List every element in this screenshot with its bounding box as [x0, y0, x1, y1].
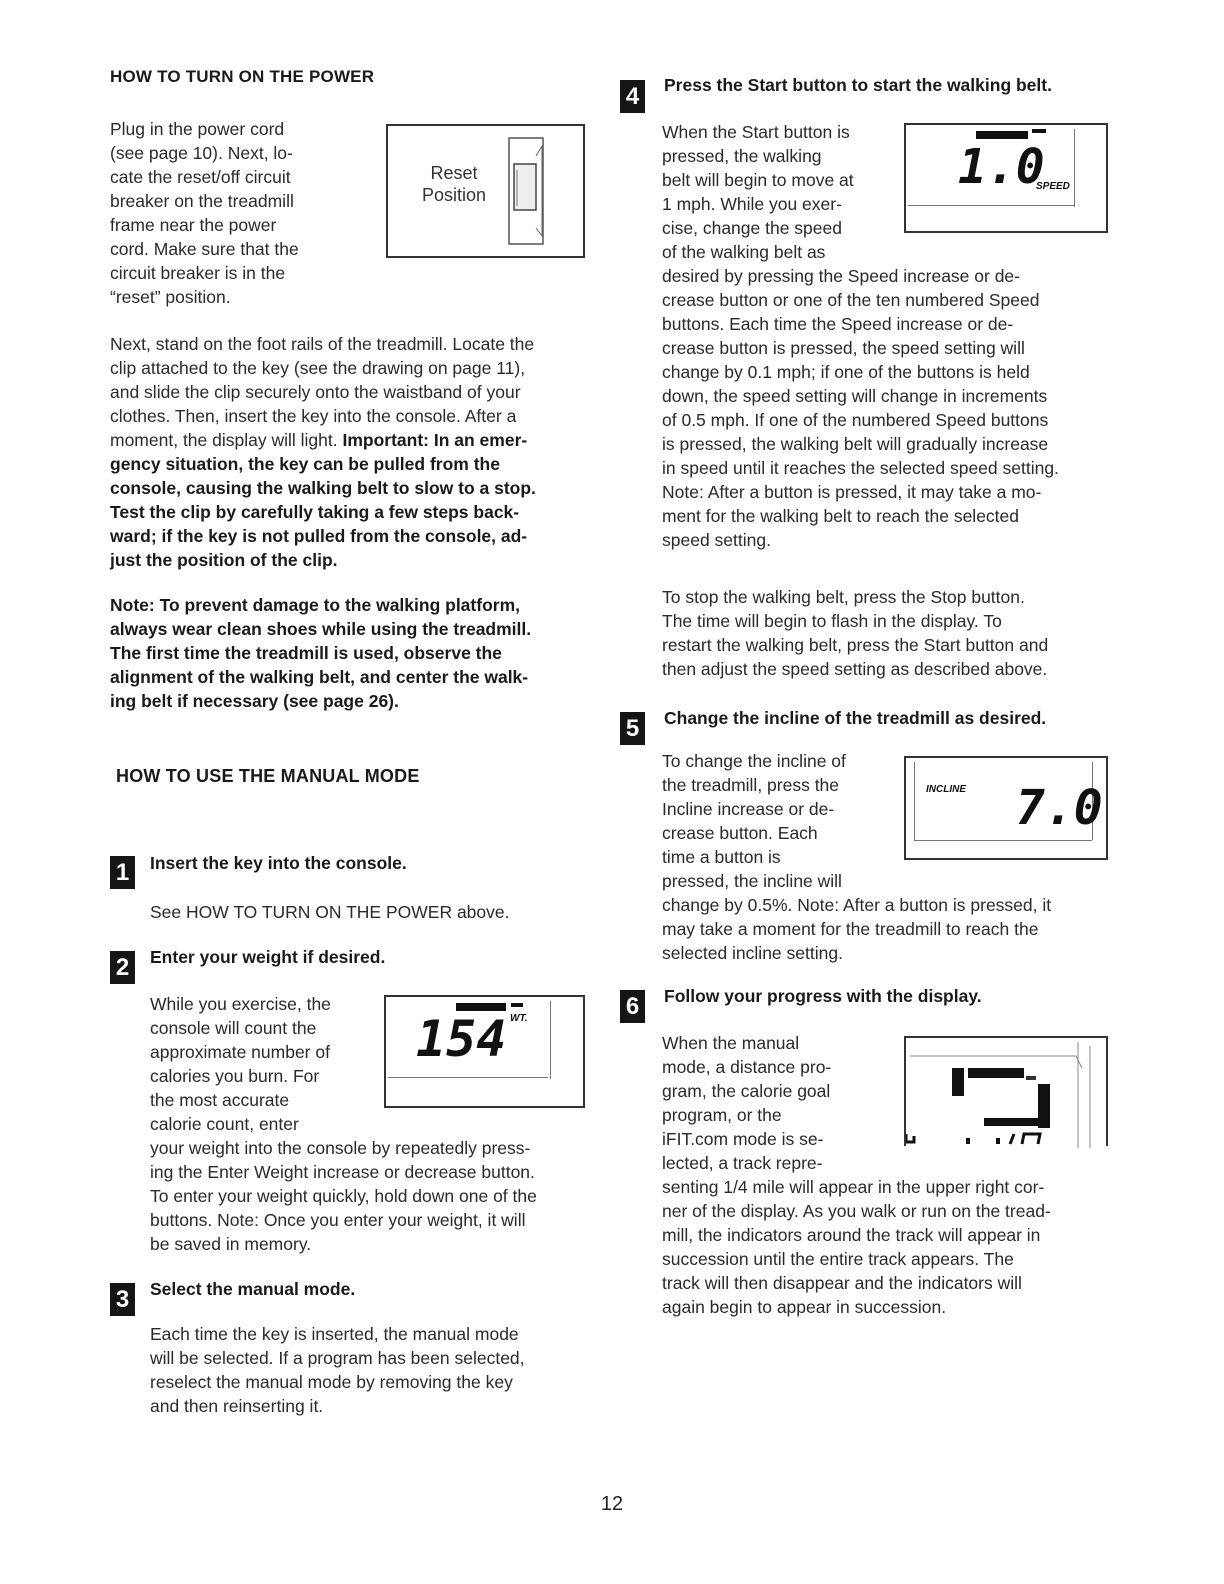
- power-note: [110, 593, 600, 713]
- text-line: just the position of the clip.: [110, 550, 338, 570]
- text-line: Plug in the power cord: [110, 119, 285, 139]
- text-line: frame near the power: [110, 215, 277, 235]
- step-1-badge: 1: [110, 856, 135, 889]
- text-line: breaker on the treadmill: [110, 191, 294, 211]
- text-line: pressed, the walking: [662, 146, 822, 166]
- display-inner-line: [550, 1001, 551, 1079]
- power-key-paragraph: [110, 332, 600, 572]
- text-line: always wear clean shoes while using the treadmill.: [110, 619, 532, 639]
- display-inner-line: [914, 762, 915, 840]
- text-line: again begin to appear in succession.: [662, 1297, 947, 1317]
- text-line: change by 0.1 mph; if one of the buttons is held: [662, 362, 1030, 382]
- text-line: gency situation, the key can be pulled from the: [110, 454, 500, 474]
- text-line: and then reinserting it.: [150, 1396, 324, 1416]
- manual-mode-heading: HOW TO USE THE MANUAL MODE: [116, 766, 420, 786]
- text-line: change by 0.5%. Note: After a button is pressed, it: [662, 895, 1052, 915]
- display-indicator-bar: [976, 131, 1028, 139]
- track-display-figure: [904, 1036, 1108, 1146]
- text-line: cord. Make sure that the: [110, 239, 299, 259]
- incline-display-label: INCLINE: [926, 784, 966, 795]
- step-6-badge: 6: [620, 990, 645, 1023]
- text-line: Next, stand on the foot rails of the treadmill. Locate the: [110, 334, 535, 354]
- track-progress-icon: [906, 1038, 1106, 1148]
- step-4-badge: 4: [620, 80, 645, 113]
- text-line: While you exercise, the: [150, 994, 331, 1014]
- text-line: Incline increase or de-: [662, 799, 835, 819]
- step-3-text: [150, 1322, 600, 1418]
- text-line: Test the clip by carefully taking a few steps back-: [110, 502, 520, 522]
- text-line: crease button is pressed, the speed setting will: [662, 338, 1025, 358]
- text-line: alignment of the walking belt, and center the walk-: [110, 667, 529, 687]
- text-line: and slide the clip securely onto the waistband of your: [110, 382, 521, 402]
- text-line: To stop the walking belt, press the Stop button.: [662, 587, 1025, 607]
- text-line: pressed, the incline will: [662, 871, 842, 891]
- text-line: When the manual: [662, 1033, 800, 1053]
- display-inner-line: [388, 1077, 548, 1078]
- text-line: clip attached to the key (see the drawing on page 11),: [110, 358, 526, 378]
- text-line: cate the reset/off circuit: [110, 167, 291, 187]
- text-line: selected incline setting.: [662, 943, 843, 963]
- text-line: program, or the: [662, 1105, 782, 1125]
- text-line: The time will begin to flash in the display. To: [662, 611, 1002, 631]
- text-span: moment, the display will light.: [110, 430, 343, 450]
- text-line: mill, the indicators around the track will appear in: [662, 1225, 1041, 1245]
- text-line: Note: After a button is pressed, it may take a mo-: [662, 482, 1042, 502]
- text-line: of the walking belt as: [662, 242, 826, 262]
- speed-display-value: 1.0: [958, 139, 1045, 195]
- text-line: approximate number of: [150, 1042, 330, 1062]
- weight-display-label: WT.: [510, 1013, 528, 1024]
- text-line: belt will begin to move at: [662, 170, 854, 190]
- figure-label-line: Position: [421, 185, 487, 205]
- text-line: When the Start button is: [662, 122, 850, 142]
- figure-label-line: Reset: [430, 163, 478, 183]
- text-line: mode, a distance pro-: [662, 1057, 832, 1077]
- text-line: cise, change the speed: [662, 218, 842, 238]
- text-line: calories you burn. For: [150, 1066, 320, 1086]
- text-line: reselect the manual mode by removing the key: [150, 1372, 513, 1392]
- text-line: time a button is: [662, 847, 781, 867]
- text-line: in speed until it reaches the selected speed setting.: [662, 458, 1059, 478]
- power-intro: [110, 117, 370, 309]
- step-6-title: Follow your progress with the display.: [664, 986, 982, 1006]
- text-line: ward; if the key is not pulled from the console, ad-: [110, 526, 528, 546]
- text-line: crease button. Each: [662, 823, 818, 843]
- display-inner-line: [908, 205, 1074, 206]
- text-line: clothes. Then, insert the key into the console. After a: [110, 406, 517, 426]
- display-indicator-bar: [1032, 129, 1046, 133]
- text-line: down, the speed setting will change in increments: [662, 386, 1048, 406]
- text-line: lected, a track repre-: [662, 1153, 823, 1173]
- display-inner-line: [914, 840, 1092, 841]
- step-2-badge: 2: [110, 951, 135, 984]
- speed-display-figure: [904, 123, 1108, 233]
- step-3-badge: 3: [110, 1283, 135, 1316]
- text-line: console, causing the walking belt to slow to a stop.: [110, 478, 536, 498]
- step-5-title: Change the incline of the treadmill as desired.: [664, 708, 1047, 728]
- text-line: To enter your weight quickly, hold down one of the: [150, 1186, 537, 1206]
- text-line: will be selected. If a program has been selected,: [150, 1348, 525, 1368]
- text-line: calorie count, enter: [150, 1114, 299, 1134]
- text-line: Note: To prevent damage to the walking platform,: [110, 595, 520, 615]
- text-line: circuit breaker is in the: [110, 263, 286, 283]
- step-2-title: Enter your weight if desired.: [150, 947, 386, 967]
- speed-display-label: SPEED: [1036, 181, 1070, 192]
- text-line: be saved in memory.: [150, 1234, 312, 1254]
- text-line: desired by pressing the Speed increase or de-: [662, 266, 1020, 286]
- incline-display-value: 7.0: [1016, 780, 1103, 836]
- important-label: Important: In an emer-: [342, 430, 528, 450]
- text-line: “reset” position.: [110, 287, 231, 307]
- text-line: 1 mph. While you exer-: [662, 194, 842, 214]
- text-line: succession until the entire track appears. The: [662, 1249, 1014, 1269]
- reset-position-label: [404, 162, 504, 206]
- step-5-badge: 5: [620, 712, 645, 745]
- text-line: ner of the display. As you walk or run on the tread-: [662, 1201, 1051, 1221]
- text-line: then adjust the speed setting as described above.: [662, 659, 1048, 679]
- incline-display-figure: [904, 756, 1108, 860]
- step-4-stop-text: [662, 585, 1110, 681]
- text-line: [110, 428, 600, 452]
- text-line: Each time the key is inserted, the manual mode: [150, 1324, 519, 1344]
- weight-display-figure: [384, 995, 585, 1108]
- text-line: ing belt if necessary (see page 26).: [110, 691, 399, 711]
- text-line: The first time the treadmill is used, observe the: [110, 643, 502, 663]
- text-line: (see page 10). Next, lo-: [110, 143, 293, 163]
- text-line: speed setting.: [662, 530, 771, 550]
- power-heading: HOW TO TURN ON THE POWER: [110, 67, 375, 86]
- text-line: crease button or one of the ten numbered Speed: [662, 290, 1040, 310]
- text-line: To change the incline of: [662, 751, 846, 771]
- step-1-text: See HOW TO TURN ON THE POWER above.: [150, 902, 510, 922]
- circuit-breaker-switch-icon: [506, 136, 548, 248]
- text-line: buttons. Each time the Speed increase or de-: [662, 314, 1014, 334]
- text-line: your weight into the console by repeatedly press-: [150, 1138, 531, 1158]
- text-line: may take a moment for the treadmill to reach the: [662, 919, 1039, 939]
- text-line: restart the walking belt, press the Start button and: [662, 635, 1049, 655]
- text-line: track will then disappear and the indicators will: [662, 1273, 1022, 1293]
- display-inner-line: [1074, 129, 1075, 207]
- text-line: buttons. Note: Once you enter your weight, it will: [150, 1210, 526, 1230]
- weight-display-value: 154: [416, 1010, 507, 1068]
- reset-switch-figure: [386, 124, 585, 258]
- text-line: gram, the calorie goal: [662, 1081, 831, 1101]
- text-line: ing the Enter Weight increase or decrease button.: [150, 1162, 535, 1182]
- step-1-title: Insert the key into the console.: [150, 853, 407, 873]
- text-line: console will count the: [150, 1018, 317, 1038]
- step-3-title: Select the manual mode.: [150, 1279, 356, 1299]
- text-line: iFIT.com mode is se-: [662, 1129, 824, 1149]
- text-line: is pressed, the walking belt will gradually increase: [662, 434, 1049, 454]
- text-line: senting 1/4 mile will appear in the upper right cor-: [662, 1177, 1045, 1197]
- text-line: of 0.5 mph. If one of the numbered Speed buttons: [662, 410, 1049, 430]
- page-number: 12: [600, 1493, 624, 1515]
- text-line: the most accurate: [150, 1090, 290, 1110]
- display-indicator-bar: [511, 1003, 523, 1007]
- step-4-title: Press the Start button to start the walking belt.: [664, 75, 1052, 95]
- text-line: ment for the walking belt to reach the selected: [662, 506, 1020, 526]
- text-line: the treadmill, press the: [662, 775, 840, 795]
